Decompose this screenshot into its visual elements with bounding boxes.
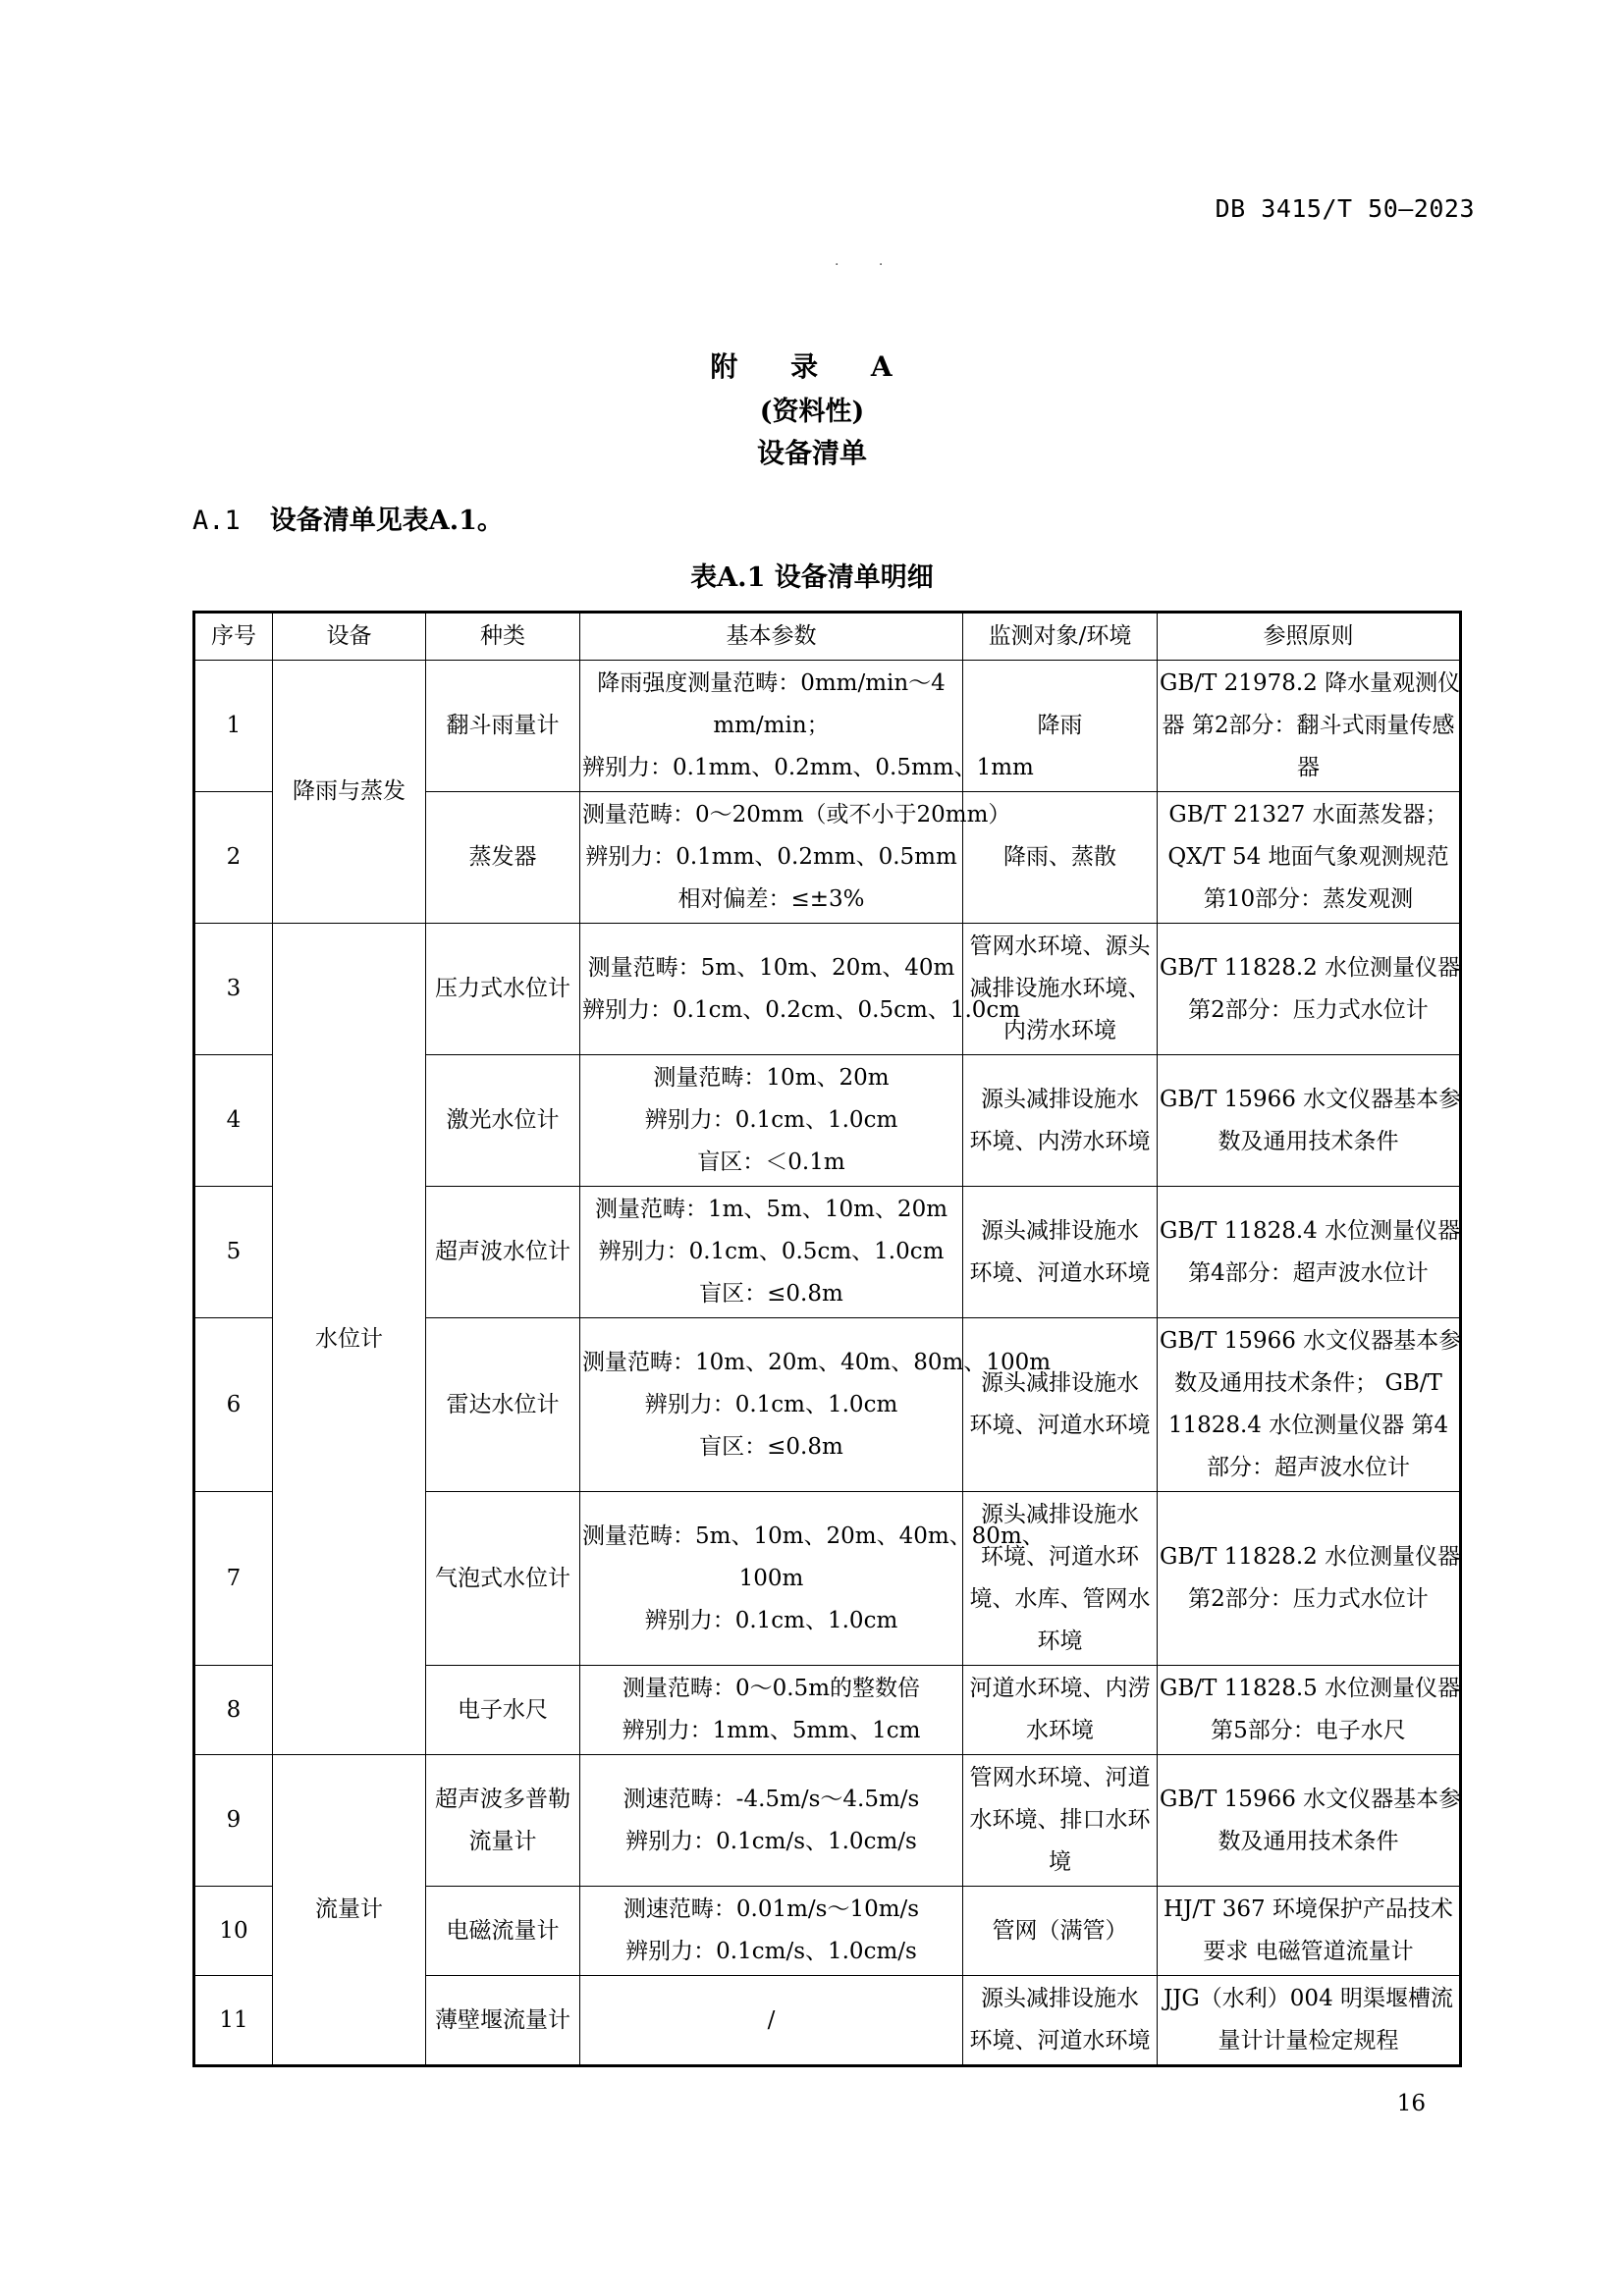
cell-params xyxy=(580,792,1011,924)
cell-no: 7 xyxy=(194,1492,273,1666)
cell-target xyxy=(963,1187,1158,1318)
cell-target-line: 水环境 xyxy=(1026,1718,1094,1743)
cell-target xyxy=(963,1976,1158,2066)
cell-reference-line: GB/T 15966 水文仪器基本参 xyxy=(1160,1786,1462,1812)
cell-target-line: 降雨、蒸散 xyxy=(1003,844,1116,870)
cell-reference-line: GB/T 21327 水面蒸发器； xyxy=(1168,802,1448,828)
cell-type-line: 电子水尺 xyxy=(458,1696,548,1723)
cell-no: 5 xyxy=(194,1187,273,1318)
clause-a1 xyxy=(192,499,504,537)
cell-params-line: 辨别力：0.1mm、0.2mm、0.5mm、1mm xyxy=(582,755,1034,780)
cell-type xyxy=(426,1887,580,1976)
cell-params-line: 降雨强度测量范畴：0mm/min～4 xyxy=(597,670,946,696)
cell-type xyxy=(426,1755,580,1887)
cell-params-line: 辨别力：0.1cm、0.2cm、0.5cm、1.0cm xyxy=(582,996,1021,1023)
cell-type-line: 蒸发器 xyxy=(468,844,537,870)
cell-params-line: 测量范畴：0～0.5m的整数倍 xyxy=(622,1676,921,1701)
cell-params xyxy=(580,1976,963,2066)
cell-params-line: 测速范畴：-4.5m/s～4.5m/s xyxy=(623,1786,920,1812)
cell-params xyxy=(580,1755,963,1887)
cell-reference xyxy=(1158,1755,1461,1887)
cell-reference-line: 第10部分：蒸发观测 xyxy=(1203,886,1414,912)
cell-params-line: 盲区：≤0.8m xyxy=(699,1433,843,1460)
cell-reference-line: 量计计量检定规程 xyxy=(1218,2028,1399,2054)
document-code: DB 3415/T 50—2023 xyxy=(1215,194,1475,223)
cell-type-line: 气泡式水位计 xyxy=(435,1565,570,1591)
cell-params xyxy=(580,1187,963,1318)
cell-params xyxy=(580,924,1021,1055)
cell-reference xyxy=(1158,924,1461,1055)
cell-no: 9 xyxy=(194,1755,273,1887)
cell-equipment-group: 水位计 xyxy=(273,924,426,1755)
cell-no: 1 xyxy=(194,661,273,792)
cell-target-line: 环境、河道水环 xyxy=(981,1544,1139,1570)
cell-reference-line: 数及通用技术条件 xyxy=(1218,1128,1399,1154)
cell-target-line: 水环境、排口水环 xyxy=(969,1807,1151,1833)
table-header-row xyxy=(194,613,1461,661)
cell-target-line: 管网水环境、源头 xyxy=(969,934,1151,959)
cell-reference-line: HJ/T 367 环境保护产品技术 xyxy=(1164,1896,1453,1922)
cell-target-line: 环境 xyxy=(1037,1629,1083,1654)
cell-reference xyxy=(1158,1055,1461,1187)
cell-target xyxy=(963,1755,1158,1887)
cell-params-line: 测量范畴：10m、20m xyxy=(653,1065,890,1091)
cell-target-line: 环境、内涝水环境 xyxy=(969,1128,1151,1154)
cell-no: 3 xyxy=(194,924,273,1055)
cell-type-line: 超声波多普勒 xyxy=(435,1786,570,1812)
cell-reference xyxy=(1158,1492,1461,1666)
cell-equipment-group: 降雨与蒸发 xyxy=(273,661,426,924)
cell-no: 8 xyxy=(194,1666,273,1755)
cell-reference-line: 数及通用技术条件； GB/T xyxy=(1174,1370,1442,1396)
cell-target-line: 环境、河道水环境 xyxy=(969,1259,1151,1286)
cell-reference xyxy=(1158,1318,1461,1492)
cell-params-line: 盲区：＜0.1m xyxy=(697,1149,845,1175)
cell-reference-line: GB/T 11828.2 水位测量仪器 xyxy=(1160,1544,1461,1570)
appendix-title: 附 录 A xyxy=(710,350,914,383)
cell-type xyxy=(426,1187,580,1318)
cell-target-line: 环境、河道水环境 xyxy=(969,2028,1151,2054)
cell-reference-line: 要求 电磁管道流量计 xyxy=(1203,1939,1414,1964)
cell-reference xyxy=(1158,661,1461,792)
cell-reference-line: GB/T 11828.5 水位测量仪器 xyxy=(1160,1676,1461,1701)
cell-no: 4 xyxy=(194,1055,273,1187)
cell-reference xyxy=(1158,1976,1461,2066)
appendix-subtitle: (资料性) xyxy=(759,397,865,427)
cell-reference xyxy=(1158,1887,1461,1976)
cell-no: 6 xyxy=(194,1318,273,1492)
cell-target-line: 境 xyxy=(1049,1849,1071,1875)
header-dots: . . xyxy=(835,253,901,269)
cell-params xyxy=(580,1318,1052,1492)
cell-params xyxy=(580,1887,963,1976)
cell-type-line: 薄壁堰流量计 xyxy=(435,2006,570,2033)
header-reference: 参照原则 xyxy=(1158,613,1461,661)
cell-type xyxy=(426,1492,580,1666)
cell-reference-line: QX/T 54 地面气象观测规范 xyxy=(1167,844,1449,870)
table-row xyxy=(194,1755,1461,1887)
cell-target-line: 管网（满管） xyxy=(992,1917,1128,1944)
cell-target-line: 源头减排设施水 xyxy=(981,1986,1139,2011)
cell-params xyxy=(580,1666,963,1755)
cell-reference-line: GB/T 15966 水文仪器基本参 xyxy=(1160,1086,1462,1112)
cell-reference-line: GB/T 21978.2 降水量观测仪 xyxy=(1160,670,1461,696)
clause-number: A.1 xyxy=(192,506,241,536)
cell-reference-line: GB/T 15966 水文仪器基本参 xyxy=(1160,1328,1462,1354)
cell-target-line: 减排设施水环境、 xyxy=(969,976,1151,1001)
cell-no: 11 xyxy=(194,1976,273,2066)
cell-reference-line: 器 xyxy=(1297,755,1320,780)
cell-params-line: 辨别力：0.1cm、1.0cm xyxy=(644,1391,898,1417)
cell-reference-line: GB/T 11828.4 水位测量仪器 xyxy=(1160,1217,1461,1244)
cell-reference xyxy=(1158,792,1461,924)
cell-target-line: 源头减排设施水 xyxy=(981,1502,1139,1527)
cell-params-line: 测速范畴：0.01m/s～10m/s xyxy=(623,1896,920,1922)
cell-type xyxy=(426,661,580,792)
header-target: 监测对象/环境 xyxy=(963,613,1158,661)
cell-type-line: 流量计 xyxy=(468,1828,537,1854)
cell-params-line: / xyxy=(767,2006,776,2033)
cell-type xyxy=(426,1055,580,1187)
cell-params-line: 测量范畴：0～20mm（或不小于20mm） xyxy=(582,802,1011,828)
header-equipment: 设备 xyxy=(273,613,426,661)
cell-params-line: 辨别力：0.1mm、0.2mm、0.5mm xyxy=(585,844,957,870)
cell-reference-line: 部分：超声波水位计 xyxy=(1207,1455,1410,1480)
cell-reference-line: 器 第2部分：翻斗式雨量传感 xyxy=(1162,713,1455,738)
cell-reference-line: 数及通用技术条件 xyxy=(1218,1828,1399,1854)
cell-params-line: 辨别力：0.1cm/s、1.0cm/s xyxy=(625,1828,917,1854)
cell-type-line: 超声波水位计 xyxy=(435,1239,570,1264)
cell-params-line: 测量范畴：10m、20m、40m、80m、100m xyxy=(582,1349,1052,1375)
cell-reference-line: 第5部分：电子水尺 xyxy=(1211,1718,1406,1743)
cell-params xyxy=(580,1492,1045,1666)
cell-reference xyxy=(1158,1666,1461,1755)
cell-params-line: 辨别力：0.1cm、0.5cm、1.0cm xyxy=(598,1239,945,1264)
cell-target-line: 源头减排设施水 xyxy=(981,1086,1139,1112)
cell-target-line: 内涝水环境 xyxy=(1003,1018,1116,1043)
header-type: 种类 xyxy=(426,613,580,661)
cell-type-line: 激光水位计 xyxy=(446,1107,560,1133)
cell-type-line: 电磁流量计 xyxy=(446,1917,560,1944)
cell-reference-line: JJG（水利）004 明渠堰槽流 xyxy=(1163,1986,1454,2011)
cell-no: 10 xyxy=(194,1887,273,1976)
cell-params-line: 测量范畴：5m、10m、20m、40m、80m、 xyxy=(582,1522,1045,1549)
cell-target-line: 源头减排设施水 xyxy=(981,1217,1139,1244)
cell-target xyxy=(963,1887,1158,1976)
cell-target xyxy=(963,1492,1158,1666)
cell-type xyxy=(426,1666,580,1755)
cell-target xyxy=(963,1318,1158,1492)
cell-reference-line: 11828.4 水位测量仪器 第4 xyxy=(1167,1413,1449,1438)
cell-params xyxy=(580,1055,963,1187)
cell-type-line: 翻斗雨量计 xyxy=(446,713,560,738)
appendix-name: 设备清单 xyxy=(756,437,867,469)
cell-params-line: 测量范畴：5m、10m、20m、40m xyxy=(587,954,955,981)
cell-target-line: 环境、河道水环境 xyxy=(969,1413,1151,1438)
cell-params-line: 辨别力：1mm、5mm、1cm xyxy=(622,1718,921,1743)
cell-target-line: 河道水环境、内涝 xyxy=(969,1676,1151,1701)
table-row xyxy=(194,661,1461,792)
cell-reference xyxy=(1158,1187,1461,1318)
cell-params-line: 辨别力：0.1cm/s、1.0cm/s xyxy=(625,1939,917,1964)
cell-params-line: 相对偏差：≤±3% xyxy=(677,886,865,912)
cell-no: 2 xyxy=(194,792,273,924)
equipment-table xyxy=(192,611,1462,2067)
cell-type xyxy=(426,1318,580,1492)
cell-target-line: 管网水环境、河道 xyxy=(969,1765,1151,1790)
cell-params-line: 盲区：≤0.8m xyxy=(699,1281,843,1307)
cell-params-line: 100m xyxy=(738,1565,804,1591)
cell-params-line: 测量范畴：1m、5m、10m、20m xyxy=(594,1197,948,1222)
cell-target-line: 源头减排设施水 xyxy=(981,1370,1139,1396)
cell-params xyxy=(580,661,1034,792)
header-params: 基本参数 xyxy=(580,613,963,661)
header-no: 序号 xyxy=(194,613,273,661)
cell-params-line: mm/min； xyxy=(713,713,830,738)
cell-target-line: 降雨 xyxy=(1037,713,1083,738)
cell-type-line: 雷达水位计 xyxy=(446,1391,560,1417)
cell-target xyxy=(963,1055,1158,1187)
cell-type-line: 压力式水位计 xyxy=(435,976,570,1001)
clause-text: 设备清单见表A.1。 xyxy=(269,506,504,536)
cell-reference-line: 第2部分：压力式水位计 xyxy=(1188,996,1429,1023)
cell-reference-line: 第2部分：压力式水位计 xyxy=(1188,1586,1429,1612)
cell-params-line: 辨别力：0.1cm、1.0cm xyxy=(644,1107,898,1133)
table-row xyxy=(194,924,1461,1055)
cell-equipment-group: 流量计 xyxy=(273,1755,426,2066)
cell-reference-line: GB/T 11828.2 水位测量仪器 xyxy=(1160,954,1461,981)
cell-target xyxy=(963,1666,1158,1755)
cell-target xyxy=(963,924,1158,1055)
page-number: 16 xyxy=(1396,2091,1426,2116)
table-caption: 表A.1 设备清单明细 xyxy=(690,562,934,593)
cell-type xyxy=(426,1976,580,2066)
cell-type xyxy=(426,792,580,924)
cell-type xyxy=(426,924,580,1055)
cell-target-line: 境、水库、管网水 xyxy=(969,1586,1151,1612)
cell-reference-line: 第4部分：超声波水位计 xyxy=(1188,1259,1429,1286)
cell-params-line: 辨别力：0.1cm、1.0cm xyxy=(644,1607,898,1633)
